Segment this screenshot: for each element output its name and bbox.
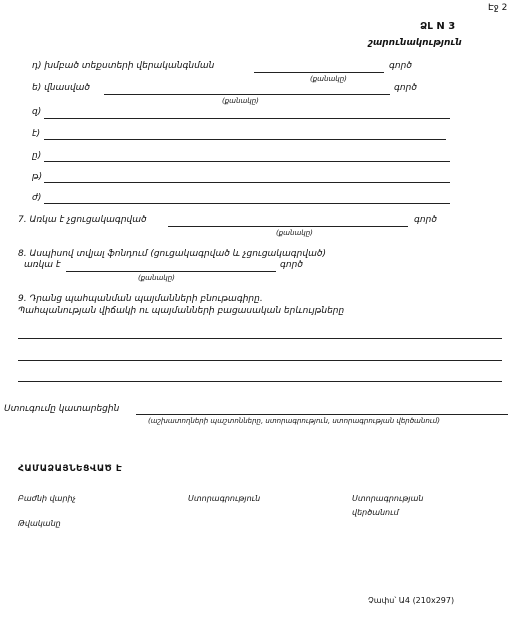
section8-line[interactable] [66, 271, 276, 272]
signature-decoding-label: Ստորագրության [352, 494, 424, 503]
item-e2-label: է) [32, 129, 41, 139]
section9-line1: 9. Դրանց պահպանման պայմանների բնութագիրը. [18, 294, 263, 304]
signature-decoding-label-2: վերծանում [352, 508, 399, 517]
date-label: Թվականը [18, 519, 61, 528]
item-ee-line[interactable] [44, 161, 450, 162]
page-number: Էջ 2 [488, 3, 508, 13]
signature-label: Ստորագրություն [188, 494, 261, 503]
section9-answer-line[interactable] [18, 338, 502, 339]
item-z-label: զ) [32, 107, 42, 117]
form-number: ՁԼ N 3 [420, 21, 456, 32]
item-d-label: դ) խմբած տեքստերի վերականգնման [32, 61, 215, 71]
section7-label: 7. Առկա է չցուցակագրված [18, 215, 147, 225]
item-d-unit: գործ [389, 61, 412, 71]
item-d-line[interactable] [254, 72, 384, 73]
item-e-line[interactable] [104, 94, 390, 95]
department-head-label: Բաժնի վարիչ [18, 494, 76, 503]
item-e-unit: գործ [394, 83, 417, 93]
item-t-label: թ) [32, 172, 43, 182]
item-zh-label: ժ) [32, 193, 42, 203]
item-e-label: ե) վնասված [32, 83, 91, 93]
form-continuation: շարունակություն [368, 38, 462, 48]
item-t-line[interactable] [44, 182, 450, 183]
section9-line2: Պահպանության վիճակի ու պայմանների բացասական երևույթները [18, 306, 345, 316]
item-ee-label: ը) [32, 151, 42, 161]
section8-line1: 8. Ասպիսով տվյալ ֆոնդում (ցուցակագրված և չցուցակագրված) [18, 249, 326, 259]
paper-size: Չափս՝ Ա4 (210x297) [368, 596, 455, 605]
verification-line[interactable] [136, 414, 508, 415]
section8-line2: առկա է [24, 260, 61, 270]
item-zh-line[interactable] [44, 203, 450, 204]
verification-label: Ստուգումը կատարեցին [4, 404, 120, 414]
section7-hint: (քանակը) [276, 229, 313, 237]
agreed-title: ՀԱՄԱՁԱՅՆԵՑՎԱԾ Է [18, 464, 123, 474]
verification-hint: (աշխատողների պաշտոնները, ստորագրություն, ստորագրության վերծանում) [148, 417, 440, 425]
item-e2-line[interactable] [44, 139, 446, 140]
section7-line[interactable] [168, 226, 408, 227]
section9-answer-line[interactable] [18, 381, 502, 382]
section9-answer-line[interactable] [18, 360, 502, 361]
section7-unit: գործ [414, 215, 437, 225]
section8-unit: գործ [280, 260, 303, 270]
item-d-hint: (քանակը) [310, 75, 347, 83]
item-e-hint: (քանակը) [222, 97, 259, 105]
section8-hint: (քանակը) [138, 274, 175, 282]
item-z-line[interactable] [44, 118, 450, 119]
